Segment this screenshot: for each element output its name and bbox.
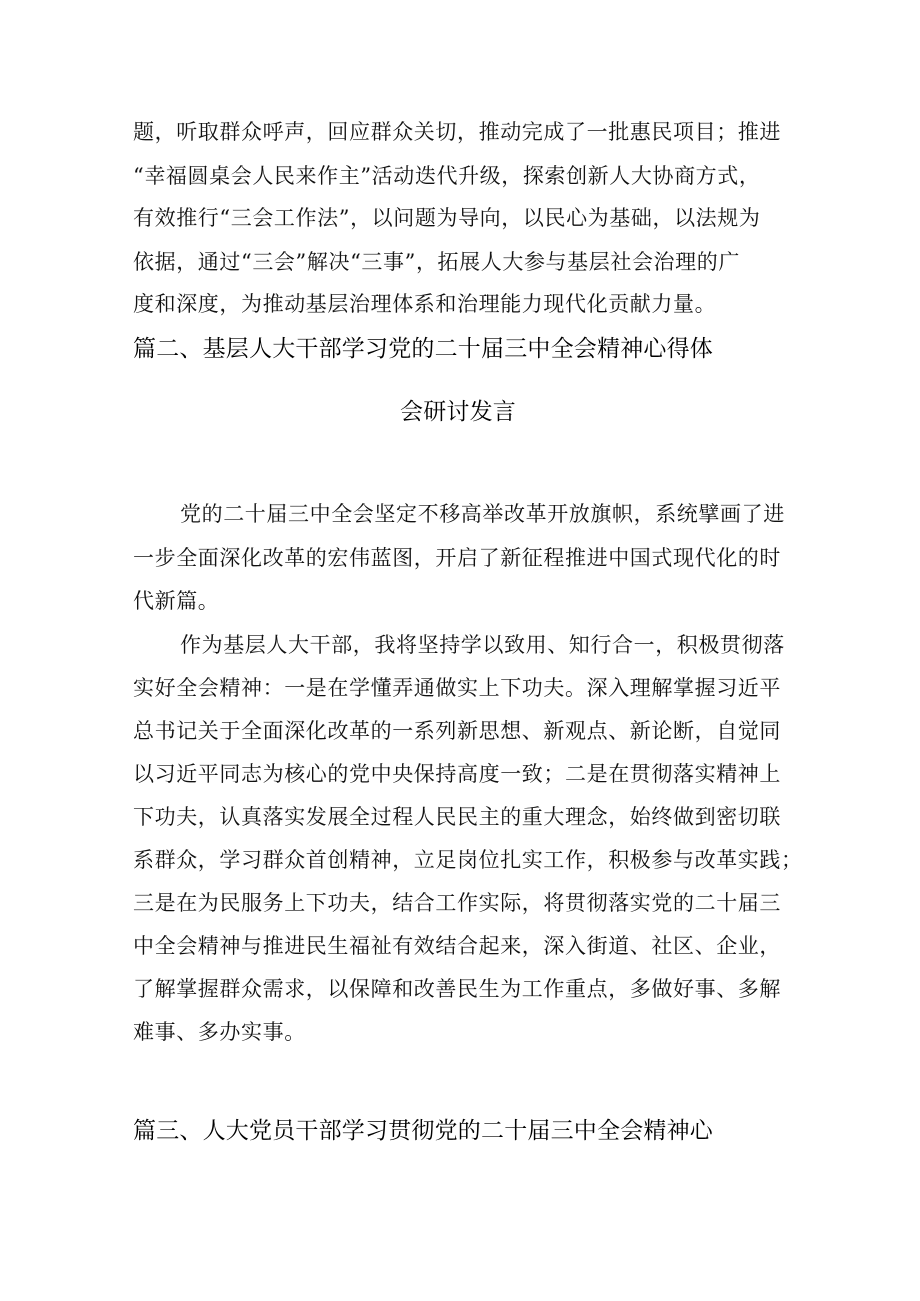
paragraph-line: 依据，通过“三会”解决“三事”，拓展人大参与基层社会治理的广 — [133, 250, 740, 274]
paragraph-line: 有效推行“三会工作法”，以问题为导向，以民心为基础，以法规为 — [133, 206, 761, 230]
paragraph-line: 了解掌握群众需求，以保障和改善民生为工作重点，多做好事、多解 — [133, 977, 781, 1001]
paragraph-line: 系群众，学习群众首创精神，立足岗位扎实工作，积极参与改革实践； — [133, 848, 803, 872]
paragraph-line: 党的二十届三中全会坚定不移高举改革开放旗帜，系统擘画了进 — [180, 502, 785, 526]
paragraph-line: 下功夫，认真落实发展全过程人民民主的重大理念，始终做到密切联 — [133, 805, 781, 829]
paragraph-line: 中全会精神与推进民生福祉有效结合起来，深入街道、社区、企业， — [133, 934, 781, 958]
paragraph-line: 代新篇。 — [133, 589, 220, 613]
section-title-continued: 会研讨发言 — [400, 399, 516, 425]
paragraph-line: 三是在为民服务上下功夫，结合工作实际，将贯彻落实党的二十届三 — [133, 891, 781, 915]
section-title: 篇三、人大党员干部学习贯彻党的二十届三中全会精神心 — [133, 1118, 713, 1144]
paragraph-line: 度和深度，为推动基层治理体系和治理能力现代化贡献力量。 — [133, 292, 717, 316]
paragraph-line: “幸福圆桌会人民来作主”活动迭代升级，探索创新人大协商方式， — [133, 164, 761, 188]
paragraph-line: 作为基层人大干部，我将坚持学以致用、知行合一，积极贯彻落 — [180, 633, 785, 657]
paragraph-line: 以习近平同志为核心的党中央保持高度一致；二是在贯彻落实精神上 — [133, 762, 781, 786]
paragraph-line: 题，听取群众呼声，回应群众关切，推动完成了一批惠民项目；推进 — [133, 120, 781, 144]
paragraph-line: 一步全面深化改革的宏伟蓝图，开启了新征程推进中国式现代化的时 — [133, 546, 781, 570]
section-title: 篇二、基层人大干部学习党的二十届三中全会精神心得体 — [133, 336, 713, 362]
paragraph-line: 总书记关于全面深化改革的一系列新思想、新观点、新论断，自觉同 — [133, 719, 781, 743]
paragraph-line: 实好全会精神：一是在学懂弄通做实上下功夫。深入理解掌握习近平 — [133, 676, 781, 700]
paragraph-line: 难事、多办实事。 — [133, 1020, 306, 1044]
